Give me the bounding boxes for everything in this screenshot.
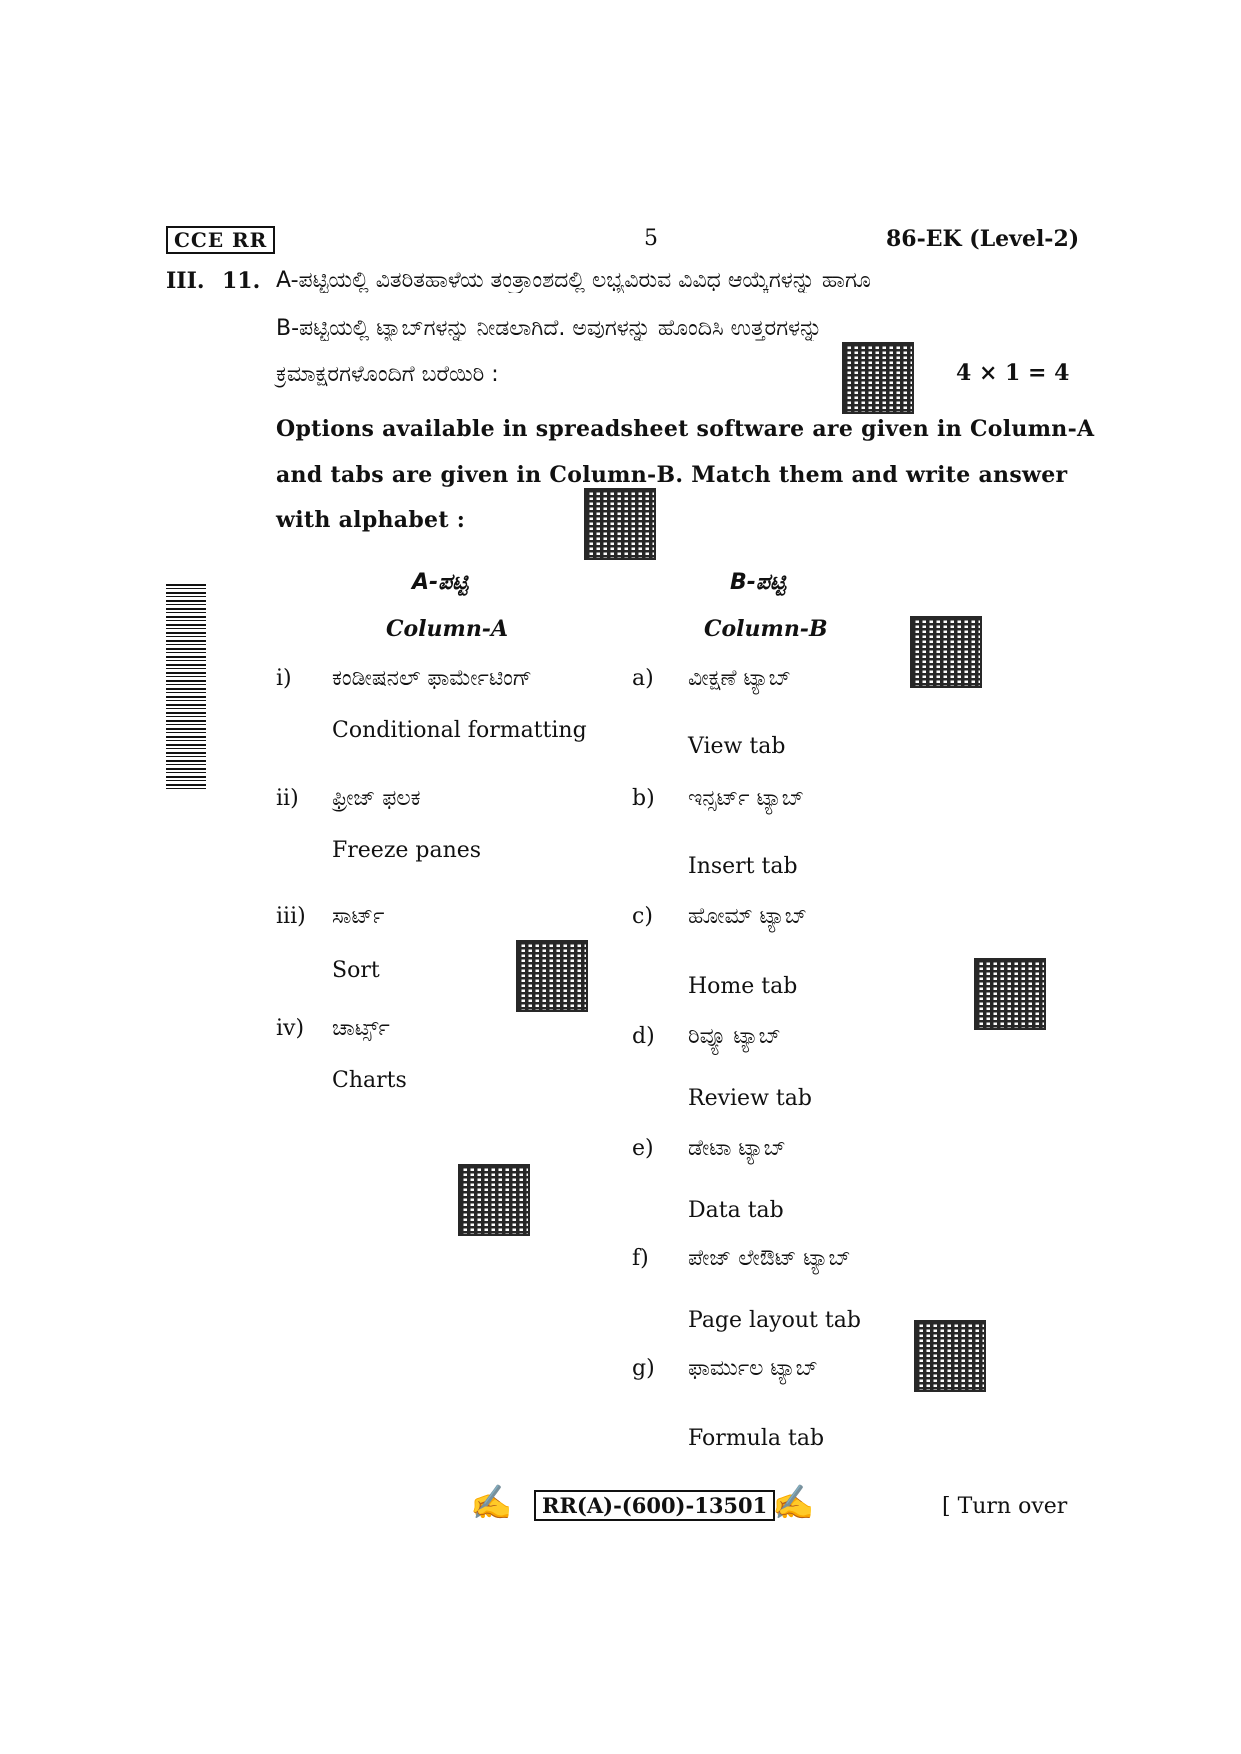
question-en-line-2: and tabs are given in Column-B. Match them and write answer [276,462,1068,488]
column-b-item-kn: ಇನ್ಸರ್ಟ್ ಟ್ಯಾಬ್ [688,786,804,811]
column-b-item-kn: ಪೇಜ್ ಲೇಔಟ್ ಟ್ಯಾಬ್ [688,1246,851,1271]
column-b-item-label: a) [632,666,654,691]
column-a-kn-heading: A-ಪಟ್ಟಿ [412,570,469,595]
column-a-item-label: ii) [276,786,299,811]
header-tag: CCE RR [166,226,275,254]
column-a-heading: Column-A [386,616,509,642]
qr-code-image [974,958,1046,1030]
barcode-image [166,584,206,790]
question-kn-line-3: ಕ್ರಮಾಕ್ಷರಗಳೊಂದಿಗೆ ಬರೆಯಿರಿ : [276,362,499,387]
question-kn-line-2: B-ಪಟ್ಟಿಯಲ್ಲಿ ಟ್ಯಾಬ್‌ಗಳನ್ನು ನೀಡಲಾಗಿದೆ. ಅವುಗಳನ್ನು ಹೊಂದಿಸಿ ಉತ್ತರಗಳನ್ನು [276,316,823,341]
question-kn-line-1: A-ಪಟ್ಟಿಯಲ್ಲಿ ವಿತರಿತಹಾಳೆಯ ತಂತ್ರಾಂಶದಲ್ಲಿ ಲಭ್ಯವಿರುವ ವಿವಿಧ ಆಯ್ಕೆಗಳನ್ನು ಹಾಗೂ [276,268,871,293]
column-b-item-label: c) [632,904,653,929]
column-b-kn-heading: B-ಪಟ್ಟಿ [730,570,786,595]
column-b-item-kn: ಹೋಮ್ ಟ್ಯಾಬ್ [688,904,807,929]
turn-over: [ Turn over [942,1494,1068,1519]
paper-code: 86-EK (Level-2) [886,226,1080,252]
column-b-heading: Column-B [704,616,828,642]
column-b-item-en: Data tab [688,1198,784,1223]
column-a-item-label: iii) [276,904,306,929]
column-a-item-en: Sort [332,958,380,983]
qr-code-image [914,1320,986,1392]
column-a-item-kn: ಕಂಡೀಷನಲ್ ಫಾರ್ಮೇಟಿಂಗ್ [332,666,532,691]
qr-code-image [516,940,588,1012]
pen-icon: ✍ [772,1483,815,1523]
column-b-item-en: Review tab [688,1086,812,1111]
column-a-item-kn: ಫ್ರೀಜ್ ಫಲಕ [332,786,421,811]
column-b-item-label: e) [632,1136,654,1161]
question-en-line-1: Options available in spreadsheet software are given in Column-A [276,416,1095,442]
column-b-item-kn: ಡೇಟಾ ಟ್ಯಾಬ್ [688,1136,786,1161]
column-b-item-en: Page layout tab [688,1308,861,1333]
column-b-item-label: d) [632,1024,655,1049]
question-en-line-3: with alphabet : [276,507,466,533]
section-number: III. [166,268,205,294]
qr-code-image [458,1164,530,1236]
column-b-item-en: Formula tab [688,1426,825,1451]
qr-code-image [584,488,656,560]
footer-code: RR(A)-(600)-13501 [534,1490,775,1521]
column-b-item-en: Insert tab [688,854,798,879]
column-a-item-label: iv) [276,1016,305,1041]
column-a-item-en: Charts [332,1068,407,1093]
column-a-item-en: Conditional formatting [332,718,587,743]
column-b-item-kn: ರಿವ್ಯೂ ಟ್ಯಾಬ್ [688,1024,781,1049]
column-b-item-label: f) [632,1246,649,1271]
column-b-item-kn: ಫಾರ್ಮುಲ ಟ್ಯಾಬ್ [688,1356,818,1381]
marks: 4 × 1 = 4 [956,360,1070,386]
column-a-item-label: i) [276,666,292,691]
column-b-item-label: g) [632,1356,655,1381]
column-a-item-kn: ಸಾರ್ಟ್ [332,904,385,929]
pen-icon: ✍ [470,1483,513,1523]
column-a-item-kn: ಚಾರ್ಟ್ಸ್ [332,1016,390,1041]
column-b-item-label: b) [632,786,655,811]
qr-code-image [910,616,982,688]
qr-code-image [842,342,914,414]
column-b-item-en: Home tab [688,974,798,999]
column-b-item-en: View tab [688,734,786,759]
column-a-item-en: Freeze panes [332,838,482,863]
page-number: 5 [644,226,658,251]
column-b-item-kn: ವೀಕ್ಷಣೆ ಟ್ಯಾಬ್ [688,666,791,691]
question-number: 11. [222,268,261,294]
